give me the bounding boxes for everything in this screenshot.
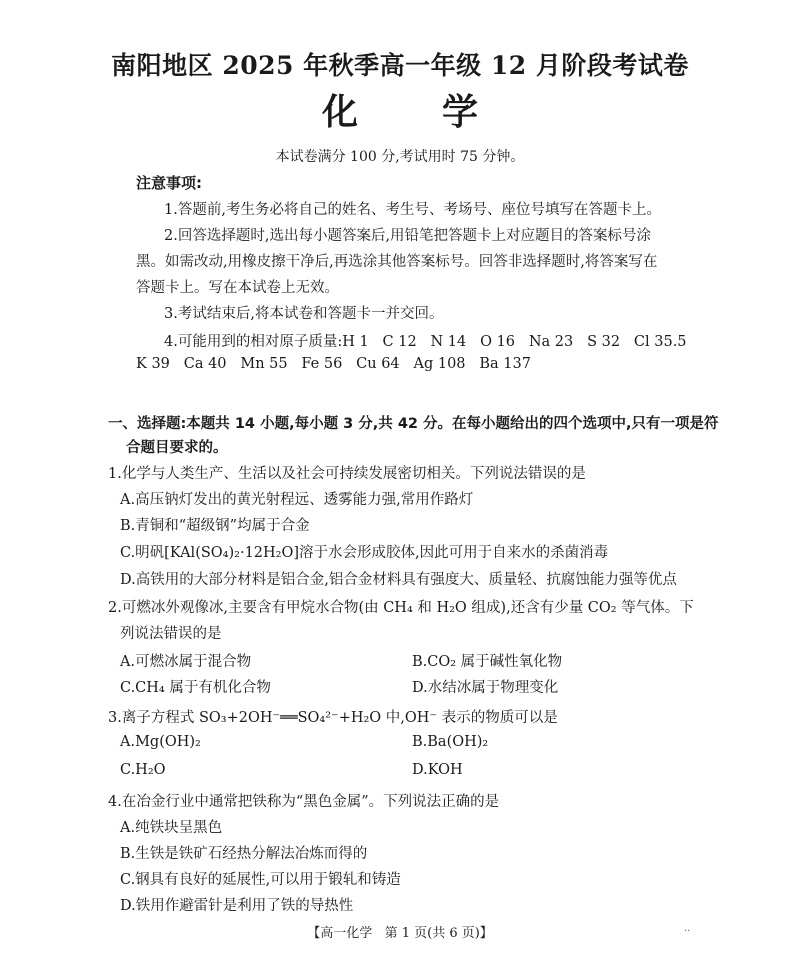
option-a: A.Mg(OH)₂	[120, 734, 201, 750]
option-a: A.高压钠灯发出的黄光射程远、透雾能力强,常用作路灯	[120, 492, 474, 508]
question-stem: 3.离子方程式 SO₃+2OH⁻══SO₄²⁻+H₂O 中,OH⁻ 表示的物质可以是	[108, 710, 558, 726]
note-line: 答题卡上。写在本试卷上无效。	[136, 280, 339, 296]
question-stem: 2.可燃冰外观像冰,主要含有甲烷水合物(由 CH₄ 和 H₂O 组成),还含有少量 CO₂ 等气体。下	[108, 600, 694, 616]
subject-char-2: 学	[442, 91, 479, 133]
option-a: A.可燃冰属于混合物	[120, 654, 252, 670]
option-b: B.Ba(OH)₂	[412, 734, 489, 750]
exam-title: 南阳地区 2025 年秋季高一年级 12 月阶段考试卷	[111, 51, 689, 80]
option-d: D.高铁用的大部分材料是铝合金,铝合金材料具有强度大、质量轻、抗腐蚀能力强等优点	[120, 572, 677, 588]
option-d: D.水结冰属于物理变化	[412, 680, 559, 696]
note-line: 2.回答选择题时,选出每小题答案后,用铅笔把答题卡上对应题目的答案标号涂	[164, 228, 652, 244]
notes-heading: 注意事项:	[136, 174, 202, 192]
option-b: B.生铁是铁矿石经热分解法冶炼而得的	[120, 846, 368, 862]
note-line: 1.答题前,考生务必将自己的姓名、考生号、考场号、座位号填写在答题卡上。	[164, 202, 661, 218]
note-line: K 39 Ca 40 Mn 55 Fe 56 Cu 64 Ag 108 Ba 137	[136, 356, 531, 372]
subject-char-1: 化	[321, 91, 358, 133]
option-c: C.H₂O	[120, 762, 166, 778]
option-b: B.CO₂ 属于碱性氧化物	[412, 654, 563, 670]
option-b: B.青铜和“超级钢”均属于合金	[120, 518, 310, 534]
option-a: A.纯铁块呈黑色	[120, 820, 223, 836]
section-heading-cont: 合题目要求的。	[126, 440, 228, 456]
question-stem-cont: 列说法错误的是	[120, 626, 222, 642]
option-c: C.明矾[KAl(SO₄)₂·12H₂O]溶于水会形成胶体,因此可用于自来水的杀菌消毒	[120, 545, 609, 561]
page-footer: 【高一化学 第 1 页(共 6 页)】	[307, 926, 493, 941]
exam-meta: 本试卷满分 100 分,考试用时 75 分钟。	[275, 149, 525, 165]
section-heading: 一、选择题:本题共 14 小题,每小题 3 分,共 42 分。在每小题给出的四个选项中,只有一项是符	[108, 416, 719, 432]
subject-title	[0, 84, 800, 135]
question-stem: 1.化学与人类生产、生活以及社会可持续发展密切相关。下列说法错误的是	[108, 466, 586, 482]
question-stem: 4.在冶金行业中通常把铁称为“黑色金属”。下列说法正确的是	[108, 794, 500, 810]
option-c: C.CH₄ 属于有机化合物	[120, 680, 271, 696]
corner-mark: ··	[684, 926, 691, 937]
note-line: 4.可能用到的相对原子质量:H 1 C 12 N 14 O 16 Na 23 S 32 Cl 35.5	[164, 334, 687, 350]
note-line: 黑。如需改动,用橡皮擦干净后,再选涂其他答案标号。回答非选择题时,将答案写在	[136, 254, 658, 270]
option-d: D.KOH	[412, 762, 463, 778]
option-d: D.铁用作避雷针是利用了铁的导热性	[120, 898, 354, 914]
option-c: C.钢具有良好的延展性,可以用于锻轧和铸造	[120, 872, 401, 888]
note-line: 3.考试结束后,将本试卷和答题卡一并交回。	[164, 306, 444, 322]
